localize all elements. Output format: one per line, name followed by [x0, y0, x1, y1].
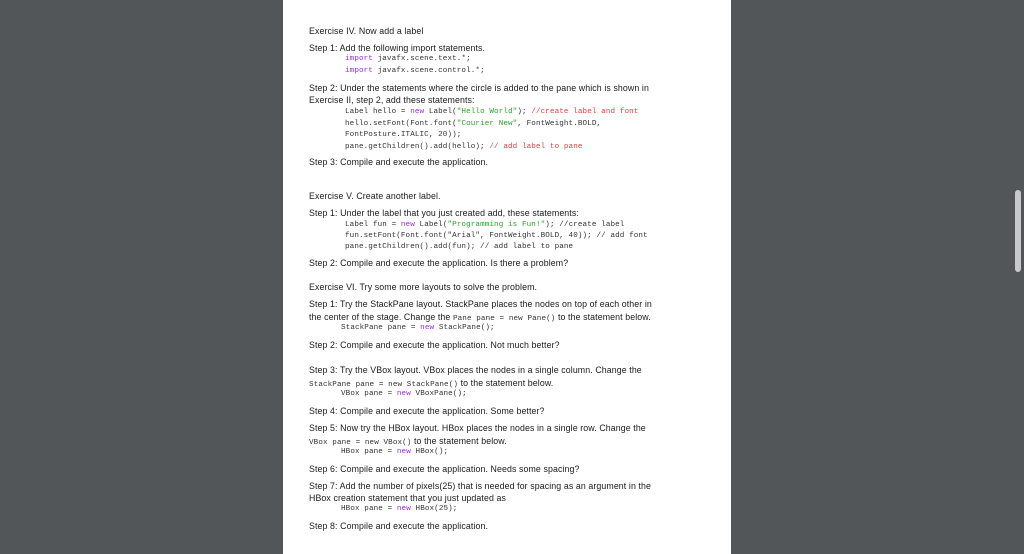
exercise-6-step-4: Step 4: Compile and execute the application. Some better? — [309, 406, 545, 416]
exercise-6-step-7-cont: HBox creation statement that you just updated as — [309, 493, 506, 503]
exercise-6-step-8: Step 8: Compile and execute the application. — [309, 521, 488, 531]
document-page — [283, 0, 731, 554]
exercise-4-step-3: Step 3: Compile and execute the application. — [309, 157, 488, 167]
exercise-6-step-3: Step 3: Try the VBox layout. VBox places the nodes in a single column. Change the — [309, 365, 642, 375]
code-hbox: HBox pane = new HBox(); — [341, 448, 449, 456]
code-fun-setfont: fun.setFont(Font.font("Arial", FontWeight.BOLD, 40)); // add font — [345, 232, 648, 240]
exercise-5-step-2: Step 2: Compile and execute the application. Is there a problem? — [309, 258, 569, 268]
code-import-text: import javafx.scene.text.*; — [345, 55, 471, 63]
code-add-hello: pane.getChildren().add(hello); // add label to pane — [345, 143, 583, 151]
exercise-4-step-1: Step 1: Add the following import statements. — [309, 43, 486, 53]
code-vbox: VBox pane = new VBoxPane(); — [341, 390, 467, 398]
vertical-scrollbar[interactable] — [1015, 190, 1021, 272]
exercise-6-step-2: Step 2: Compile and execute the application. Not much better? — [309, 340, 560, 350]
code-hbox-spacing: HBox pane = new HBox(25); — [341, 505, 458, 513]
exercise-6-step-5-cont: VBox pane = new VBox() to the statement below. — [309, 436, 507, 447]
code-import-control: import javafx.scene.control.*; — [345, 67, 485, 75]
exercise-6-step-3-cont: StackPane pane = new StackPane() to the statement below. — [309, 378, 554, 389]
exercise-5-step-1: Step 1: Under the label that you just created add, these statements: — [309, 208, 579, 218]
code-font-posture: FontPosture.ITALIC, 20)); — [345, 131, 462, 139]
exercise-6-step-5: Step 5: Now try the HBox layout. HBox places the nodes in a single row. Change the — [309, 423, 646, 433]
exercise-4-title: Exercise IV. Now add a label — [309, 26, 424, 36]
exercise-6-title: Exercise VI. Try some more layouts to solve the problem. — [309, 282, 538, 292]
code-label-fun: Label fun = new Label("Programming is Fun!"); //create label — [345, 221, 625, 229]
exercise-5-title: Exercise V. Create another label. — [309, 191, 441, 201]
exercise-4-step-2-cont: Exercise II, step 2, add these statements: — [309, 95, 475, 105]
exercise-6-step-7: Step 7: Add the number of pixels(25) that is needed for spacing as an argument in the — [309, 481, 652, 491]
code-stackpane: StackPane pane = new StackPane(); — [341, 324, 495, 332]
code-hello-setfont: hello.setFont(Font.font("Courier New", FontWeight.BOLD, — [345, 120, 602, 128]
exercise-6-step-1-cont: the center of the stage. Change the Pane pane = new Pane() to the statement below. — [309, 312, 651, 323]
exercise-6-step-1: Step 1: Try the StackPane layout. StackPane places the nodes on top of each other in — [309, 299, 652, 309]
code-label-hello: Label hello = new Label("Hello World"); //create label and font — [345, 108, 639, 116]
code-add-fun: pane.getChildren().add(fun); // add label to pane — [345, 243, 574, 251]
exercise-6-step-6: Step 6: Compile and execute the application. Needs some spacing? — [309, 464, 580, 474]
exercise-4-step-2: Step 2: Under the statements where the circle is added to the pane which is shown in — [309, 83, 649, 93]
